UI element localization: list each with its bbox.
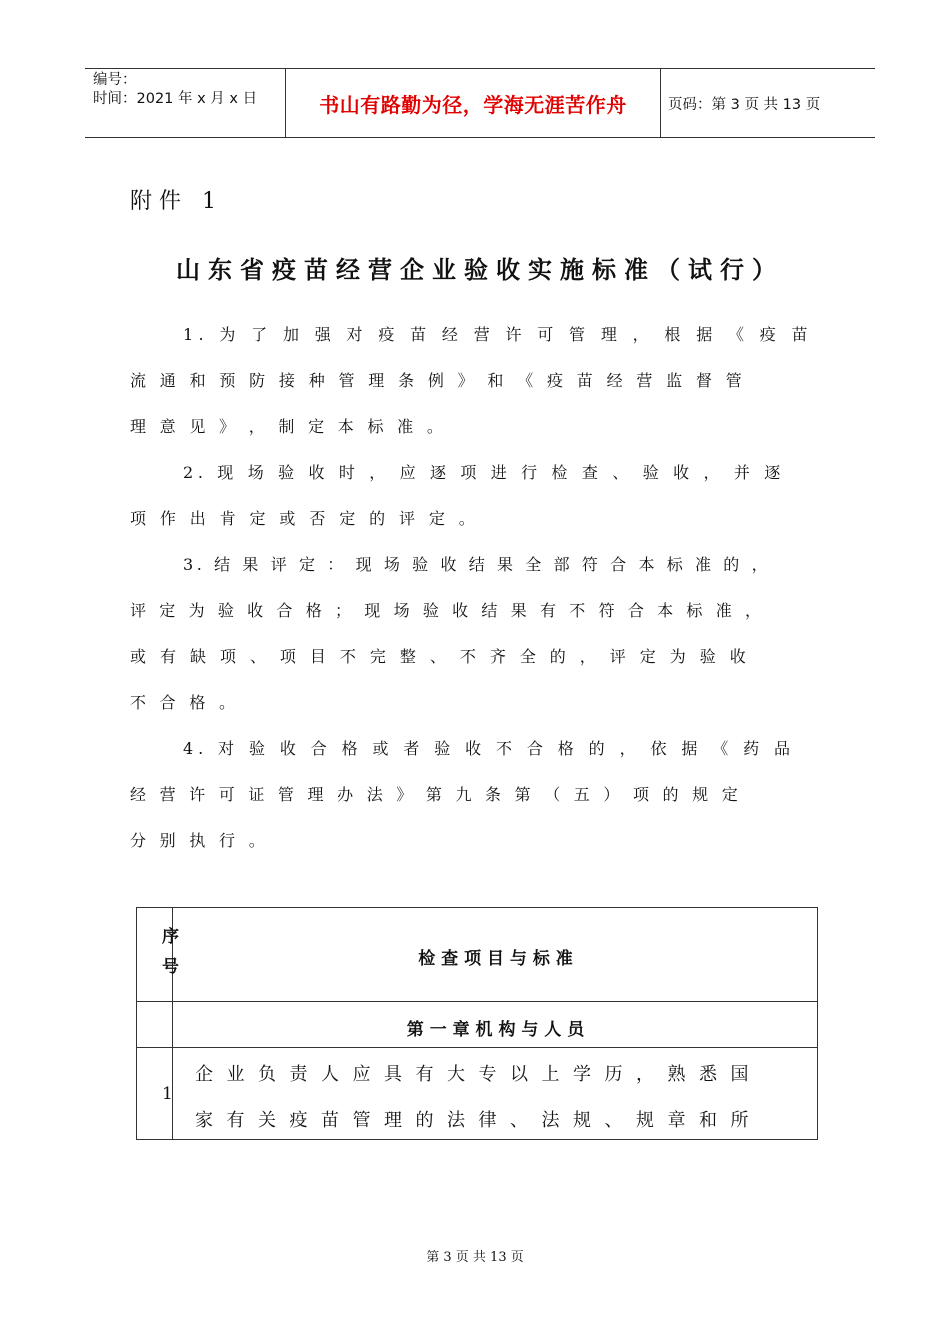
- header-motto: 书山有路勤为径，学海无涯苦作舟: [285, 69, 661, 137]
- table-row-divider: [137, 1047, 817, 1048]
- paragraph-2-line-2: 项 作 出 肯 定 或 否 定 的 评 定 。: [130, 509, 480, 528]
- chapter-1-heading: 第 一 章 机 构 与 人 员: [406, 1020, 585, 1040]
- paragraph-1-line-2: 流 通 和 预 防 接 种 管 理 条 例 》 和 《 疫 苗 经 营 监 督 管: [130, 371, 747, 390]
- paragraph-3-line-1: 3. 结 果 评 定 ： 现 场 验 收 结 果 全 部 符 合 本 标 准 的 ，: [183, 555, 772, 574]
- paragraph-4-line-1: 4. 对 验 收 合 格 或 者 验 收 不 合 格 的 ， 依 据 《 药 品: [183, 739, 795, 758]
- attachment-label: 附件 1: [130, 189, 223, 214]
- paragraph-1-line-3: 理 意 见 》 ， 制 定 本 标 准 。: [130, 417, 448, 436]
- table-row-divider: [137, 1001, 817, 1002]
- content-header: 检 查 项 目 与 标 准: [418, 949, 573, 969]
- row-1-text-line-1: 企业负责人应具有大专以上学历，熟悉国: [195, 1064, 762, 1085]
- inspection-table: [136, 907, 818, 1140]
- paragraph-1-line-1: 1. 为 了 加 强 对 疫 苗 经 营 许 可 管 理 ， 根 据 《 疫 苗: [183, 325, 813, 344]
- page-header: [85, 68, 875, 138]
- document-number-label: 编号：: [93, 72, 137, 88]
- document-time-label: 时间：2021 年 x 月 x 日: [93, 91, 258, 107]
- document-title: 山东省疫苗经营企业验收实施标准（试行）: [176, 256, 784, 284]
- paragraph-3-line-2: 评 定 为 验 收 合 格 ； 现 场 验 收 结 果 有 不 符 合 本 标 准 ，: [130, 601, 766, 620]
- paragraph-3-line-3: 或 有 缺 项 、 项 目 不 完 整 、 不 齐 全 的 ， 评 定 为 验 收: [130, 647, 751, 666]
- row-1-text-line-2: 家有关疫苗管理的法律、法规、规章和所: [195, 1110, 762, 1131]
- sequence-header-char-2: 号: [162, 957, 179, 977]
- row-1-sequence: 1: [162, 1084, 173, 1104]
- page-footer: 第 3 页 共 13 页: [426, 1250, 524, 1265]
- header-page-label: 页码：第 3 页 共 13 页: [668, 96, 821, 113]
- header-meta: [93, 69, 285, 139]
- sequence-header-char-1: 序: [162, 927, 179, 947]
- paragraph-2-line-1: 2. 现 场 验 收 时 ， 应 逐 项 进 行 检 查 、 验 收 ， 并 逐: [183, 463, 785, 482]
- paragraph-3-line-4: 不 合 格 。: [130, 693, 240, 712]
- paragraph-4-line-3: 分 别 执 行 。: [130, 831, 270, 850]
- paragraph-4-line-2: 经 营 许 可 证 管 理 办 法 》 第 九 条 第 （ 五 ） 项 的 规 定: [130, 785, 742, 804]
